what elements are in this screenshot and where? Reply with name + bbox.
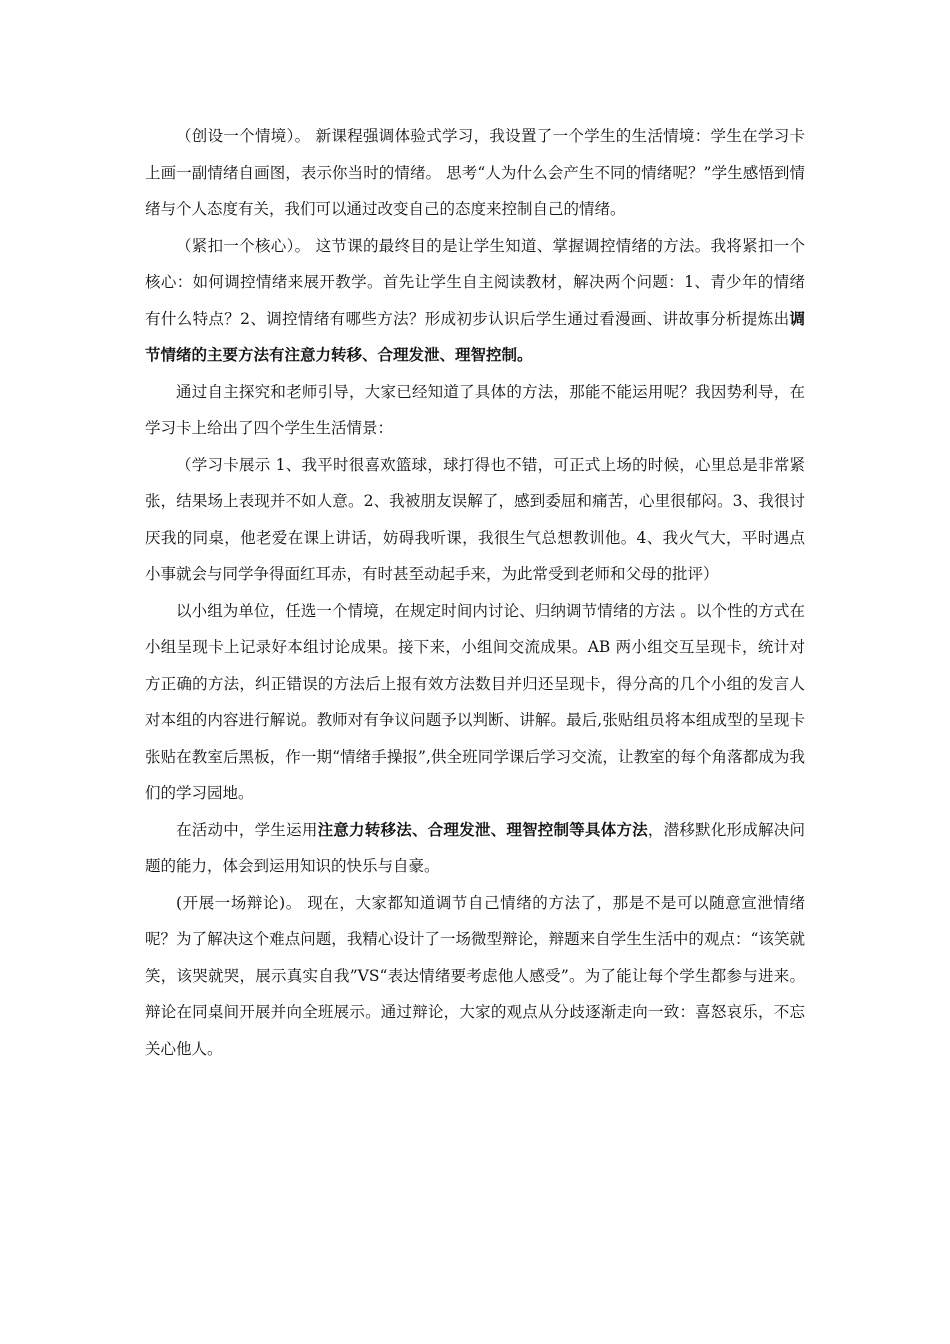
paragraph-text: （创设一个情境）。 新课程强调体验式学习，我设置了一个学生的生活情境：学生在学习卡上画一副情绪自画图，表示你当时的情绪。 思考“人为什么会产生不同的情绪呢？”学生感悟到情绪与个人态度有关，我们可以通过改变自己的态度来控制自己的情绪。: [145, 127, 805, 218]
paragraph-text: (开展一场辩论)。 现在，大家都知道调节自己情绪的方法了，那是不是可以随意宣泄情绪呢？为了解决这个难点问题，我精心设计了一场微型辩论，辩题来自学生生活中的观点：“该笑就笑，该哭就哭，展示真实自我”VS“表达情绪要考虑他人感受”。为了能让每个学生都参与进来。辩论在同桌间开展并向全班展示。通过辩论，大家的观点从分歧逐渐走向一致：喜怒哀乐，不忘关心他人。: [145, 893, 805, 1058]
paragraph-group-activity: [145, 593, 805, 812]
document-page: [145, 118, 805, 1067]
paragraph-debate: [145, 885, 805, 1068]
paragraph-create-situation: [145, 118, 805, 228]
paragraph-text: （学习卡展示 1、我平时很喜欢篮球，球打得也不错，可正式上场的时候，心里总是非常紧张，结果场上表现并不如人意。2、我被朋友误解了，感到委屈和痛苦，心里很郁闷。3、我很讨厌我的同桌，他老爱在课上讲话，妨碍我听课，我很生气总想教训他。4、我火气大，平时遇点小事就会与同学争得面红耳赤，有时甚至动起手来，为此常受到老师和父母的批评）: [145, 455, 805, 583]
paragraph-text: （紧扣一个核心）。 这节课的最终目的是让学生知道、掌握调控情绪的方法。我将紧扣一个核心：如何调控情绪来展开教学。首先让学生自主阅读教材，解决两个问题：1、青少年的情绪有什么特点？2、调控情绪有哪些方法？形成初步认识后学生通过看漫画、讲故事分析提炼出: [145, 236, 805, 328]
paragraph-text: ，潜移默化形成解决问题的能力，体会到运用知识的快乐与自豪。: [145, 820, 805, 875]
paragraph-core: [145, 228, 805, 374]
paragraph-text: 以小组为单位，任选一个情境，在规定时间内讨论、归纳调节情绪的方法 。以个性的方式在小组呈现卡上记录好本组讨论成果。接下来，小组间交流成果。AB 两小组交互呈现卡，统计对方正确的方法，纠正错误的方法后上报有效方法数目并归还呈现卡，得分高的几个小组的发言人对本组的内容进行解说。教师对有争议问题予以判断、讲解。最后,张贴组员将本组成型的呈现卡张贴在教室后黑板，作一期“情绪手操报”,供全班同学课后学习交流，让教室的每个角落都成为我们的学习园地。: [145, 601, 805, 802]
paragraph-guidance: [145, 374, 805, 447]
paragraph-activity-outcome: [145, 812, 805, 885]
paragraph-text: 通过自主探究和老师引导，大家已经知道了具体的方法，那能不能运用呢？我因势利导，在学习卡上给出了四个学生生活情景：: [145, 382, 805, 437]
paragraph-learning-card-scenarios: [145, 447, 805, 593]
paragraph-text: 在活动中，学生运用: [176, 820, 318, 839]
emphasis-text: 注意力转移法、合理发泄、理智控制等具体方法: [317, 820, 648, 839]
emphasis-text: 调节情绪的主要方法有注意力转移、合理发泄、理智控制。: [145, 309, 805, 364]
